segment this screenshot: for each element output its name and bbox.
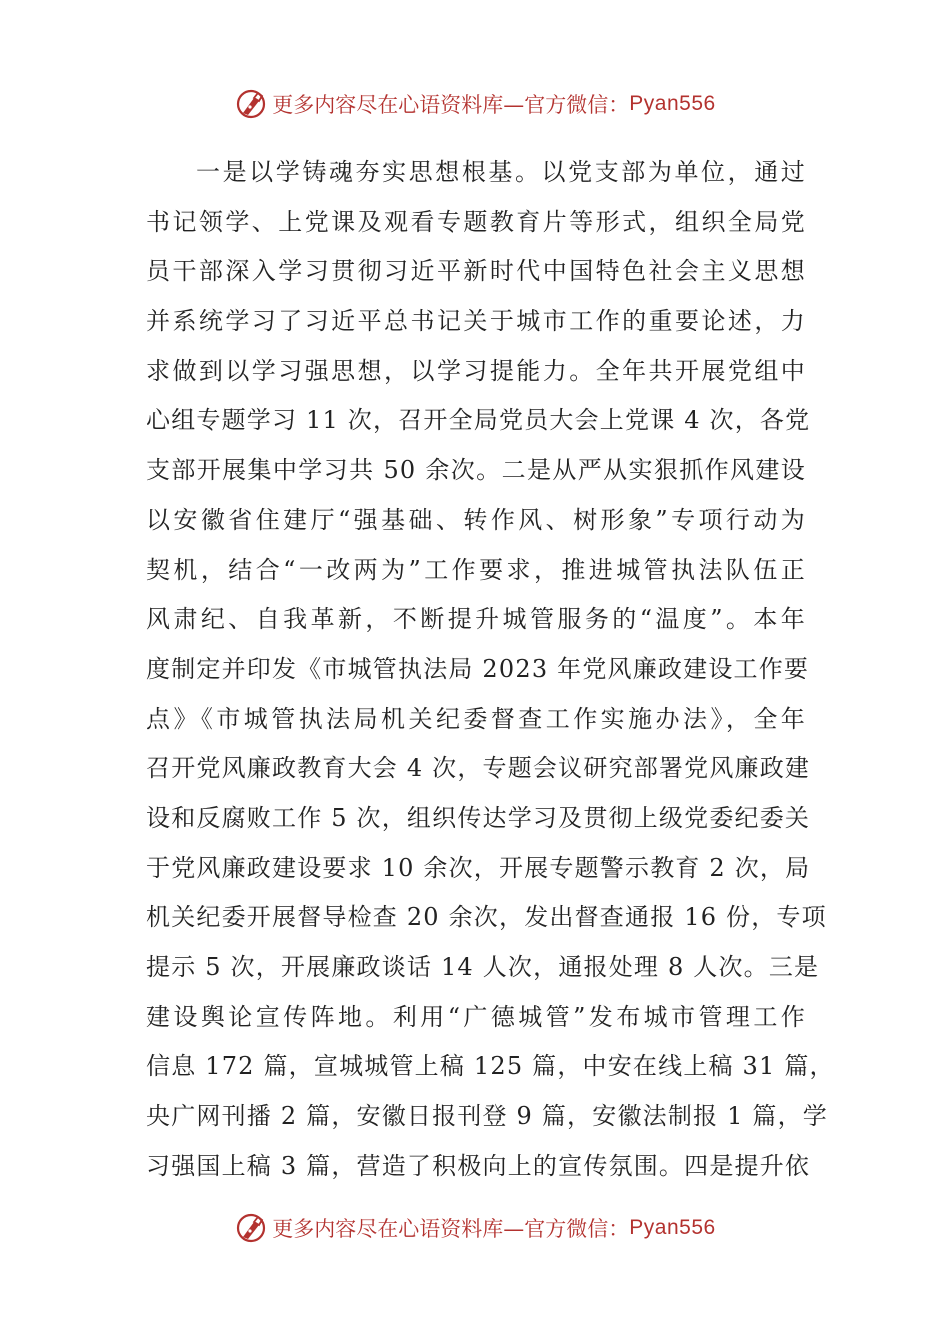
text-line: 设和反腐败工作 5 次，组织传达学习及贯彻上级党委纪委关 xyxy=(146,803,811,832)
text-line: 于党风廉政建设要求 10 余次，开展专题警示教育 2 次，局 xyxy=(146,853,811,882)
text-line: 建设舆论宣传阵地。利用“广德城管”发布城市管理工作 xyxy=(146,1002,806,1031)
text-line: 心组专题学习 11 次，召开全局党员大会上党课 4 次，各党 xyxy=(146,406,811,435)
text-line: 求做到以学习强思想，以学习提能力。全年共开展党组中 xyxy=(146,356,806,385)
banner-cn-text: 更多内容尽在心语资料库—官方微信： xyxy=(272,93,630,117)
document-body xyxy=(146,148,835,1191)
text-line: 召开党风廉政教育大会 4 次，专题会议研究部署党风廉政建 xyxy=(146,754,811,783)
banner-wechat-id: Pyan556 xyxy=(629,92,716,115)
text-line: 契机，结合“一改两为”工作要求，推进城管执法队伍正 xyxy=(146,555,806,584)
banner-cn-text: 更多内容尽在心语资料库—官方微信： xyxy=(272,1217,630,1241)
text-line: 风肃纪、自我革新，不断提升城管服务的“温度”。本年 xyxy=(146,605,806,634)
text-line: 并系统学习了习近平总书记关于城市工作的重要论述，力 xyxy=(146,307,806,336)
text-line: 点》《市城管执法局机关纪委督查工作实施办法》，全年 xyxy=(146,704,806,733)
text-line: 书记领学、上党课及观看专题教育片等形式，组织全局党 xyxy=(146,207,806,236)
text-line: 度制定并印发《市城管执法局 2023 年党风廉政建设工作要 xyxy=(146,654,810,683)
pen-nib-logo-icon xyxy=(234,87,268,121)
text-line: 支部开展集中学习共 50 余次。二是从严从实狠抓作风建设 xyxy=(146,456,806,485)
text-line: 机关纪委开展督导检查 20 余次，发出督查通报 16 份，专项 xyxy=(146,903,827,932)
text-line: 习强国上稿 3 篇，营造了积极向上的宣传氛围。四是提升依 xyxy=(146,1151,811,1180)
text-line: 以安徽省住建厅“强基础、转作风、树形象”专项行动为 xyxy=(146,505,806,534)
text-line: 员干部深入学习贯彻习近平新时代中国特色社会主义思想 xyxy=(146,257,806,286)
banner-wechat-id: Pyan556 xyxy=(629,1216,716,1239)
text-line: 央广网刊播 2 篇，安徽日报刊登 9 篇，安徽法制报 1 篇，学 xyxy=(146,1102,828,1131)
header-watermark-banner xyxy=(0,84,950,124)
text-line: 信息 172 篇，宣城城管上稿 125 篇，中安在线上稿 31 篇， xyxy=(146,1052,835,1081)
footer-watermark-banner xyxy=(0,1208,950,1248)
text-line: 提示 5 次，开展廉政谈话 14 人次，通报处理 8 人次。三是 xyxy=(146,953,820,981)
pen-nib-logo-icon xyxy=(234,1211,268,1245)
text-line: 一是以学铸魂夯实思想根基。以党支部为单位，通过 xyxy=(196,158,806,186)
